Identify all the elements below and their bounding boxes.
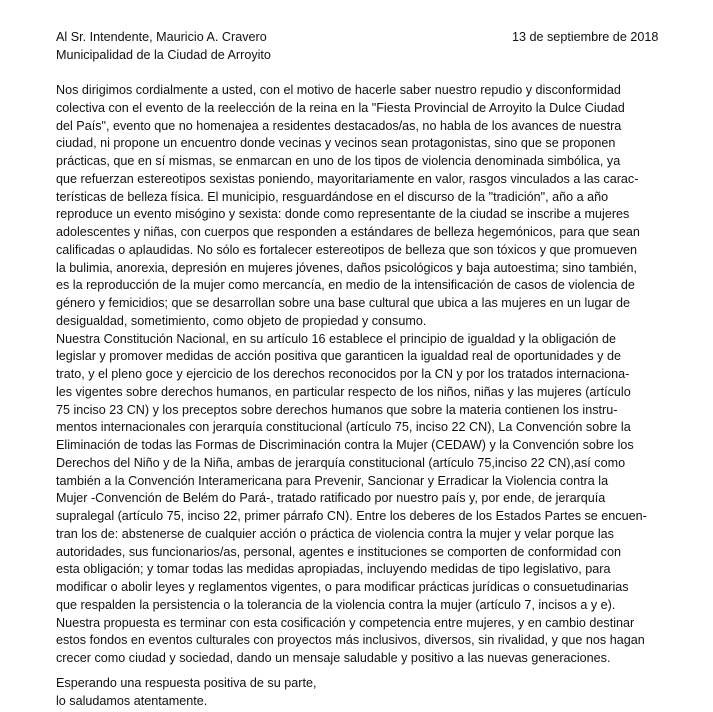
- body-line: reproduce un evento misógino y sexista: donde como representante de la ciudad se inscribe a mujeres: [56, 207, 630, 222]
- body-line: también a la Convención Interamericana para Prevenir, Sancionar y Erradicar la Violencia contra la: [56, 473, 609, 488]
- body-line: género y femicidios; que se desarrollan sobre una base cultural que ubica a las mujeres en un lugar de: [56, 296, 631, 310]
- body-line: Nuestra propuesta es terminar con esta cosificación y competencia entre mujeres, y en cambio destinar: [56, 615, 635, 630]
- body-line: supralegal (artículo 75, inciso 22, primer párrafo CN). Entre los deberes de los Estados Partes se encuen-: [56, 509, 647, 523]
- body-line: les vigentes sobre derechos humanos, en particular respecto de los niños, niñas y las mujeres (artículo: [56, 384, 631, 399]
- body-line: adolescentes y niñas, con cuerpos que responden a estándares de belleza hegemónicos, para que sean: [56, 225, 640, 239]
- body-line: es la reproducción de la mujer como mercancía, en medio de la intensificación de casos de violencia de: [56, 278, 635, 293]
- recipient-name: Al Sr. Intendente, Mauricio A. Cravero: [56, 30, 267, 44]
- body-line: esta obligación; y tomar todas las medidas apropiadas, incluyendo medidas de tipo legislativo, para: [56, 562, 611, 577]
- recipient-block: [56, 29, 271, 65]
- closing-block: [56, 675, 316, 711]
- body-line: ciudad, ni propone un encuentro donde vecinas y vecinos sean protagonistas, sino que se proponen: [56, 136, 616, 151]
- recipient-institution: Municipalidad de la Ciudad de Arroyito: [56, 47, 271, 62]
- body-line: tran los de: abstenerse de cualquier acción o práctica de violencia contra la mujer y velar porque las: [56, 526, 614, 541]
- body-line: prácticas, que en sí mismas, se enmarcan en uno de los tipos de violencia denominada simbólica, ya: [56, 154, 621, 168]
- letter-date: 13 de septiembre de 2018: [512, 30, 659, 44]
- body-line: del País", evento que no homenajea a residentes destacados/as, no habla de los avances de nuestra: [56, 118, 622, 133]
- body-line: autoridades, sus funcionarios/as, personal, agentes e instituciones se comporten de conformidad con: [56, 544, 621, 559]
- body-line: desigualdad, sometimiento, como objeto de propiedad y consumo.: [56, 313, 427, 328]
- body-line: Mujer -Convención de Belém do Pará-, tratado ratificado por nuestro país y, por ende, de jerarquía: [56, 491, 606, 506]
- body-line: trato, y el pleno goce y ejercicio de los derechos reconocidos por la CN y por los tratados internaciona-: [56, 367, 630, 381]
- body-line: que refuerzan estereotipos sexistas poniendo, mayoritariamente en valor, rasgos vinculados a las carac-: [56, 171, 639, 186]
- closing-signoff: lo saludamos atentamente.: [56, 693, 208, 708]
- body-line: que respalden la persistencia o la tolerancia de la violencia contra la mujer (artículo 7, incisos a y e).: [56, 597, 616, 612]
- body-line: mentos internacionales con jerarquía constitucional (artículo 75, inciso 22 CN), La Convención sobre la: [56, 420, 631, 435]
- body-line: calificadas o aplaudidas. No sólo es fortalecer estereotipos de belleza que son tóxicos y que promueven: [56, 242, 638, 257]
- body-line: terísticas de belleza física. El municipio, resguardándose en el discurso de la "tradición", año a año: [56, 189, 609, 204]
- body-line: modificar o abolir leyes y reglamentos vigentes, o para modificar prácticas jurídicas o consuetudinarias: [56, 580, 629, 594]
- closing-line: Esperando una respuesta positiva de su parte,: [56, 676, 317, 690]
- body-line: Derechos del Niño y de la Niña, ambas de jerarquía constitucional (artículo 75,inciso 22 CN),así como: [56, 455, 626, 470]
- body-line: colectiva con el evento de la reelección de la reina en la "Fiesta Provincial de Arroyito la Dulce Ciudad: [56, 100, 625, 115]
- body-line: crecer como ciudad y sociedad, dando un mensaje saludable y positivo a las nuevas generaciones.: [56, 651, 611, 665]
- body-line: Nuestra Constitución Nacional, en su artículo 16 establece el principio de igualdad y la obligación de: [56, 331, 617, 346]
- body-line: legislar y promover medidas de acción positiva que garanticen la igualdad real de oportunidades y de: [56, 349, 621, 364]
- body-line: estos fondos en eventos culturales con proyectos más inclusivos, diversos, sin rivalidad, y que nos hagan: [56, 633, 645, 648]
- letter-body: [56, 82, 681, 668]
- body-line: 75 inciso 23 CN) y los preceptos sobre derechos humanos que sobre la materia contienen los instru-: [56, 402, 618, 417]
- body-line: Nos dirigimos cordialmente a usted, con el motivo de hacerle saber nuestro repudio y disconformidad: [56, 83, 621, 97]
- body-line: Eliminación de todas las Formas de Discriminación contra la Mujer (CEDAW) y la Convención sobre los: [56, 438, 634, 452]
- body-line: la bulimia, anorexia, depresión en mujeres jóvenes, daños psicológicos y baja autoestima; sino también,: [56, 260, 638, 275]
